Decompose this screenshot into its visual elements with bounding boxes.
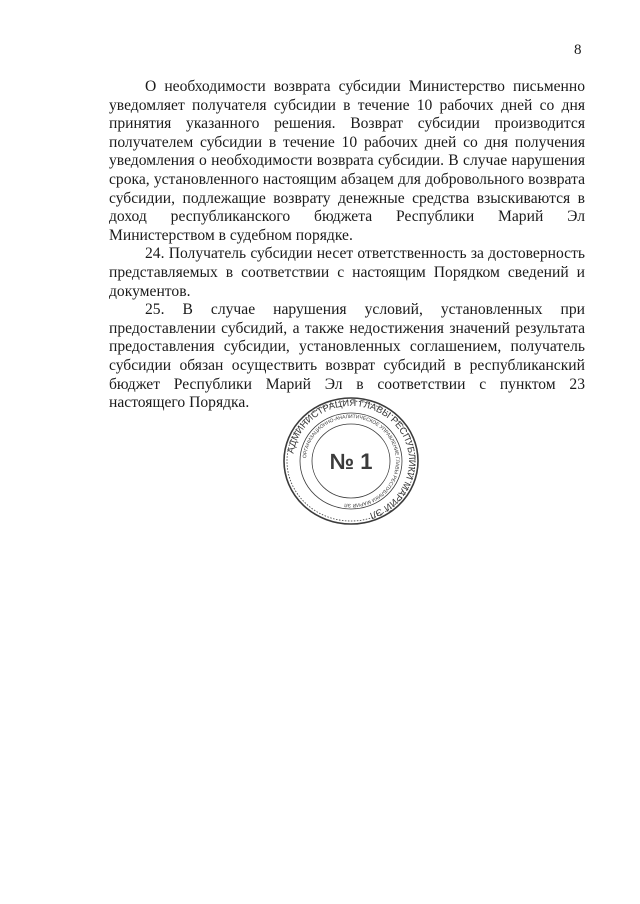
stamp-outer-text: АДМИНИСТРАЦИЯ ГЛАВЫ РЕСПУБЛИКИ МАРИЙ ЭЛ — [285, 397, 418, 521]
stamp-seal-icon — [282, 396, 420, 526]
paragraph-25: 25. В случае нарушения условий, установленных при предоставлении субсидий, а также недостижения значений результата предоставления субсидии, установленных соглашением, получатель субсидии обязан осуществить возврат субсидий в республиканский бюджет Республики Марий Эл в соответствии с пунктом 23 настоящего Порядка. — [109, 301, 585, 412]
paragraph-refund-notice: О необходимости возврата субсидии Министерство письменно уведомляет получателя субсидии в течение 10 рабочих дней со дня принятия указанного решения. Возврат субсидии производится получателем субсидии в течение 10 рабочих дней со дня получения уведомления о необходимости возврата субсидии. В случае нарушения срока, установленного настоящим абзацем для добровольного возврата субсидии, подлежащие возврату денежные средства взыскиваются в доход республиканского бюджета Республики Марий Эл Министерством в судебном порядке. — [109, 78, 585, 244]
page-number: 8 — [574, 42, 582, 58]
stamp-inner-text: ОРГАНИЗАЦИОННО-АНАЛИТИЧЕСКОЕ УПРАВЛЕНИЕ ГЛАВЫ РЕСПУБЛИКИ МАРИЙ ЭЛ — [302, 413, 401, 509]
stamp-number: № 1 — [329, 449, 373, 474]
paragraph-24: 24. Получатель субсидии несет ответственность за достоверность представляемых в соответствии с настоящим Порядком сведений и документов. — [109, 245, 585, 300]
official-stamp — [282, 396, 420, 526]
document-body — [109, 78, 585, 413]
